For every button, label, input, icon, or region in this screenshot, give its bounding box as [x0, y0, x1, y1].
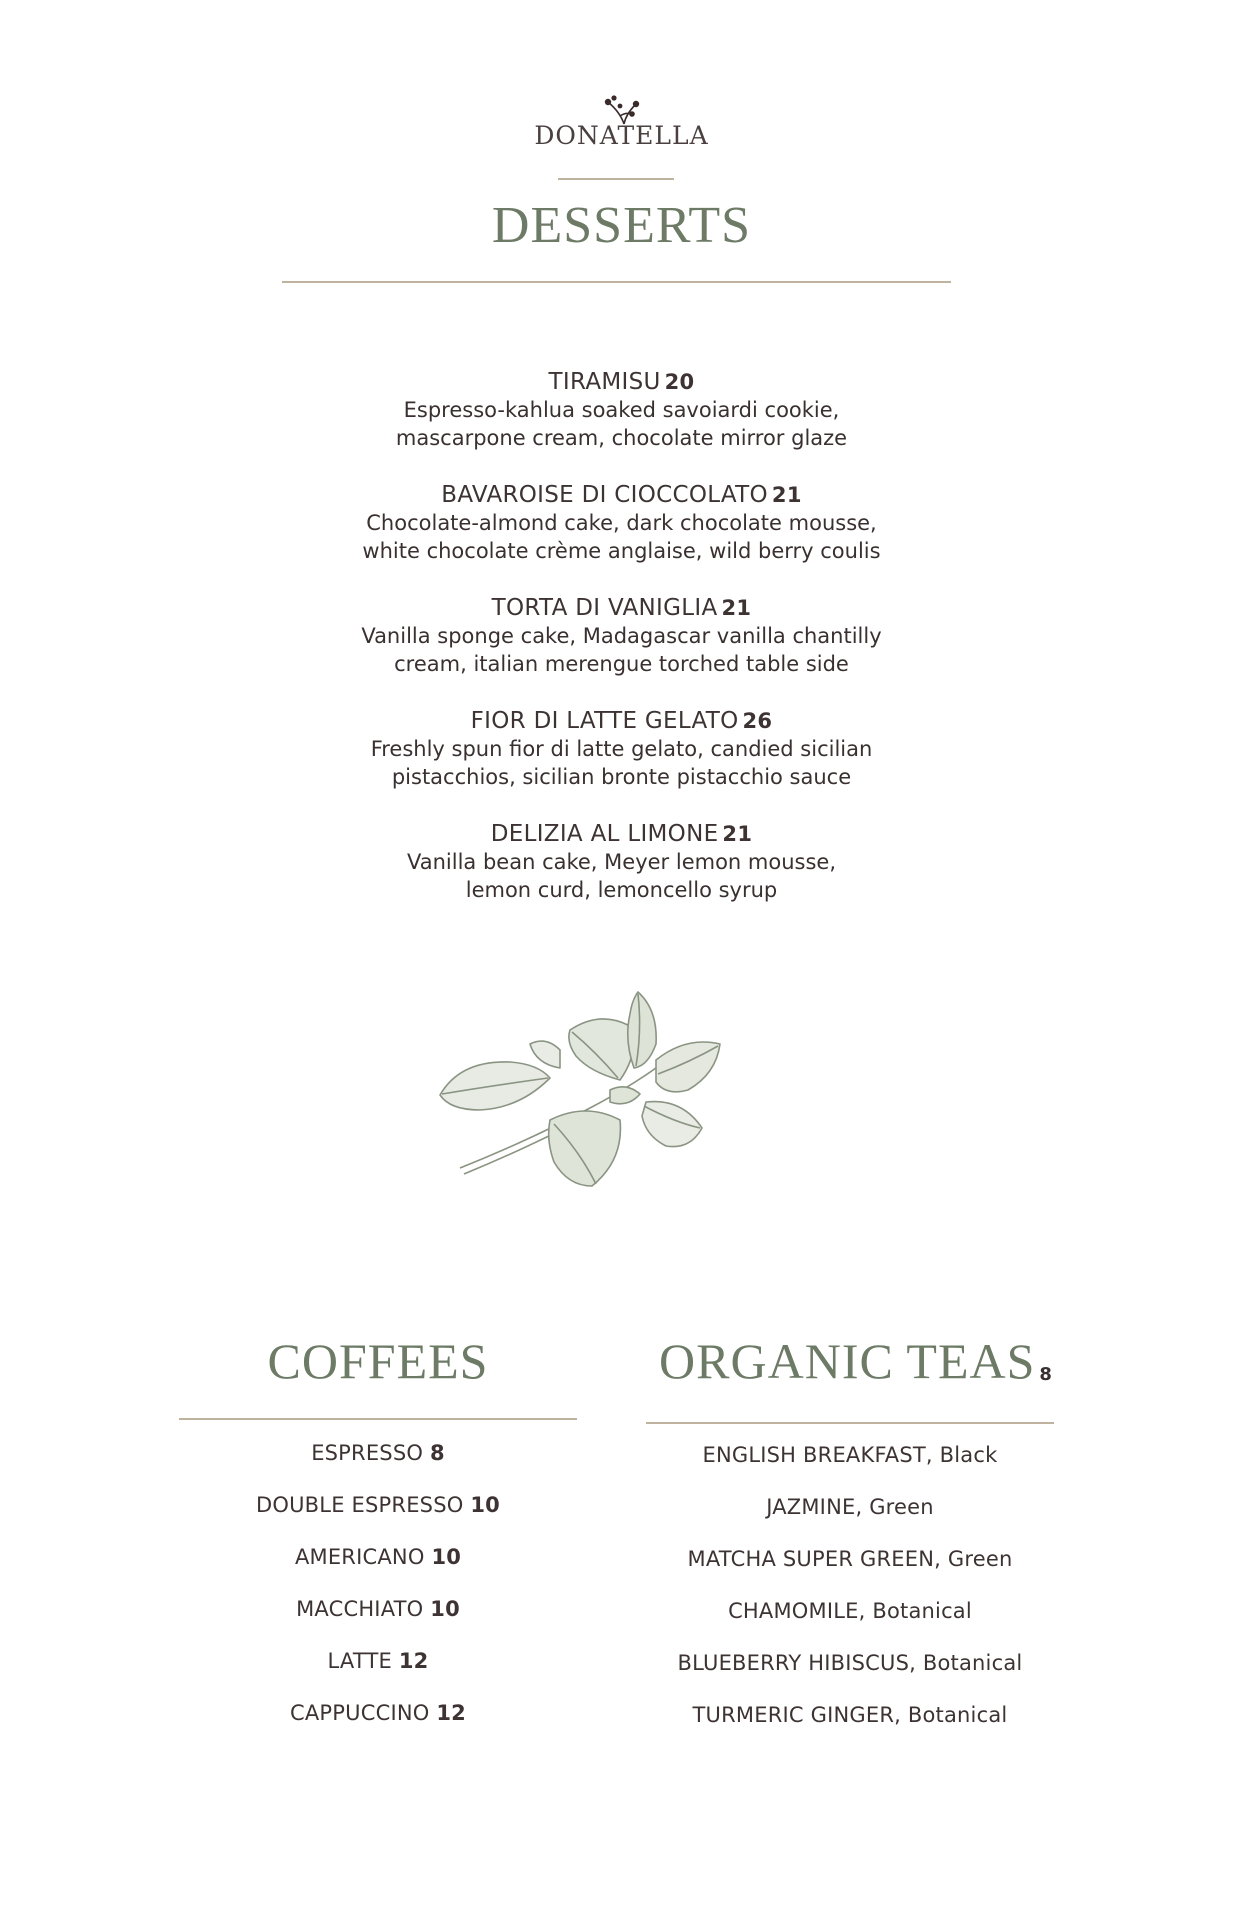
coffee-name: AMERICANO: [294, 1545, 425, 1569]
dessert-item: [0, 820, 1243, 904]
dessert-description: Freshly spun fior di latte gelato, candied sicilian: [370, 737, 873, 761]
dessert-description: mascarpone cream, chocolate mirror glaze: [395, 426, 848, 450]
dessert-description: Vanilla bean cake, Meyer lemon mousse,: [407, 850, 836, 874]
coffee-item: [179, 1479, 577, 1531]
dessert-price: 21: [771, 483, 802, 507]
teas-title: ORGANIC TEAS: [659, 1333, 1036, 1389]
dessert-description: cream, italian merengue torched table side: [394, 652, 849, 676]
dessert-item: [0, 594, 1243, 678]
coffee-name: MACCHIATO: [296, 1597, 424, 1621]
teas-price: 8: [1039, 1364, 1053, 1385]
dessert-price: 21: [722, 822, 753, 846]
dessert-price: 21: [721, 596, 752, 620]
tea-item: ENGLISH BREAKFAST, Black: [702, 1443, 998, 1467]
coffee-price: 12: [436, 1701, 466, 1725]
dessert-item: [0, 481, 1243, 565]
coffee-price: 10: [430, 1597, 460, 1621]
coffee-name: DOUBLE ESPRESSO: [256, 1493, 464, 1517]
coffee-price: 12: [398, 1649, 429, 1673]
coffee-item: [179, 1583, 577, 1635]
dessert-description: pistacchios, sicilian bronte pistacchio sauce: [391, 765, 852, 789]
coffee-item: [179, 1531, 577, 1583]
dessert-name: TIRAMISU: [548, 369, 661, 395]
dessert-description: white chocolate crème anglaise, wild berry coulis: [362, 539, 881, 563]
tea-item: MATCHA SUPER GREEN, Green: [687, 1547, 1013, 1571]
coffee-item: [179, 1687, 577, 1739]
coffee-list: [179, 1427, 577, 1739]
dessert-list: [0, 368, 1243, 933]
teas-divider: [646, 1422, 1054, 1424]
coffees-title: COFFEES: [267, 1333, 489, 1389]
desserts-divider: [282, 281, 951, 283]
coffee-name: ESPRESSO: [311, 1441, 424, 1465]
dessert-name: BAVAROISE DI CIOCCOLATO: [441, 482, 768, 508]
dessert-item: [0, 368, 1243, 452]
coffee-item: [179, 1427, 577, 1479]
tea-list: [646, 1429, 1054, 1741]
dessert-name: FIOR DI LATTE GELATO: [470, 708, 739, 734]
coffee-price: 10: [470, 1493, 500, 1517]
dessert-price: 20: [664, 370, 695, 394]
dessert-name: DELIZIA AL LIMONE: [490, 821, 719, 847]
dessert-description: lemon curd, lemoncello syrup: [465, 878, 778, 902]
brand-name: DONATELLA: [534, 121, 709, 150]
teas-title-block: [646, 1332, 1066, 1390]
tea-item: TURMERIC GINGER, Botanical: [692, 1703, 1008, 1727]
dessert-description: Vanilla sponge cake, Madagascar vanilla chantilly: [361, 624, 882, 648]
desserts-title: DESSERTS: [491, 197, 752, 254]
dessert-description: Espresso-kahlua soaked savoiardi cookie,: [403, 398, 840, 422]
dessert-item: [0, 707, 1243, 791]
coffee-price: 8: [430, 1441, 445, 1465]
mint-leaf-illustration: [420, 990, 740, 1200]
dessert-price: 26: [742, 709, 773, 733]
coffees-divider: [179, 1418, 577, 1420]
coffee-price: 10: [431, 1545, 462, 1569]
tea-item: BLUEBERRY HIBISCUS, Botanical: [677, 1651, 1023, 1675]
dessert-name: TORTA DI VANIGLIA: [491, 595, 718, 621]
brand-divider: [558, 178, 674, 180]
coffee-item: [179, 1635, 577, 1687]
coffee-name: LATTE: [327, 1649, 392, 1673]
tea-item: JAZMINE, Green: [766, 1495, 934, 1519]
tea-item: CHAMOMILE, Botanical: [728, 1599, 972, 1623]
coffee-name: CAPPUCCINO: [290, 1701, 430, 1725]
dessert-description: Chocolate-almond cake, dark chocolate mousse,: [366, 511, 877, 535]
